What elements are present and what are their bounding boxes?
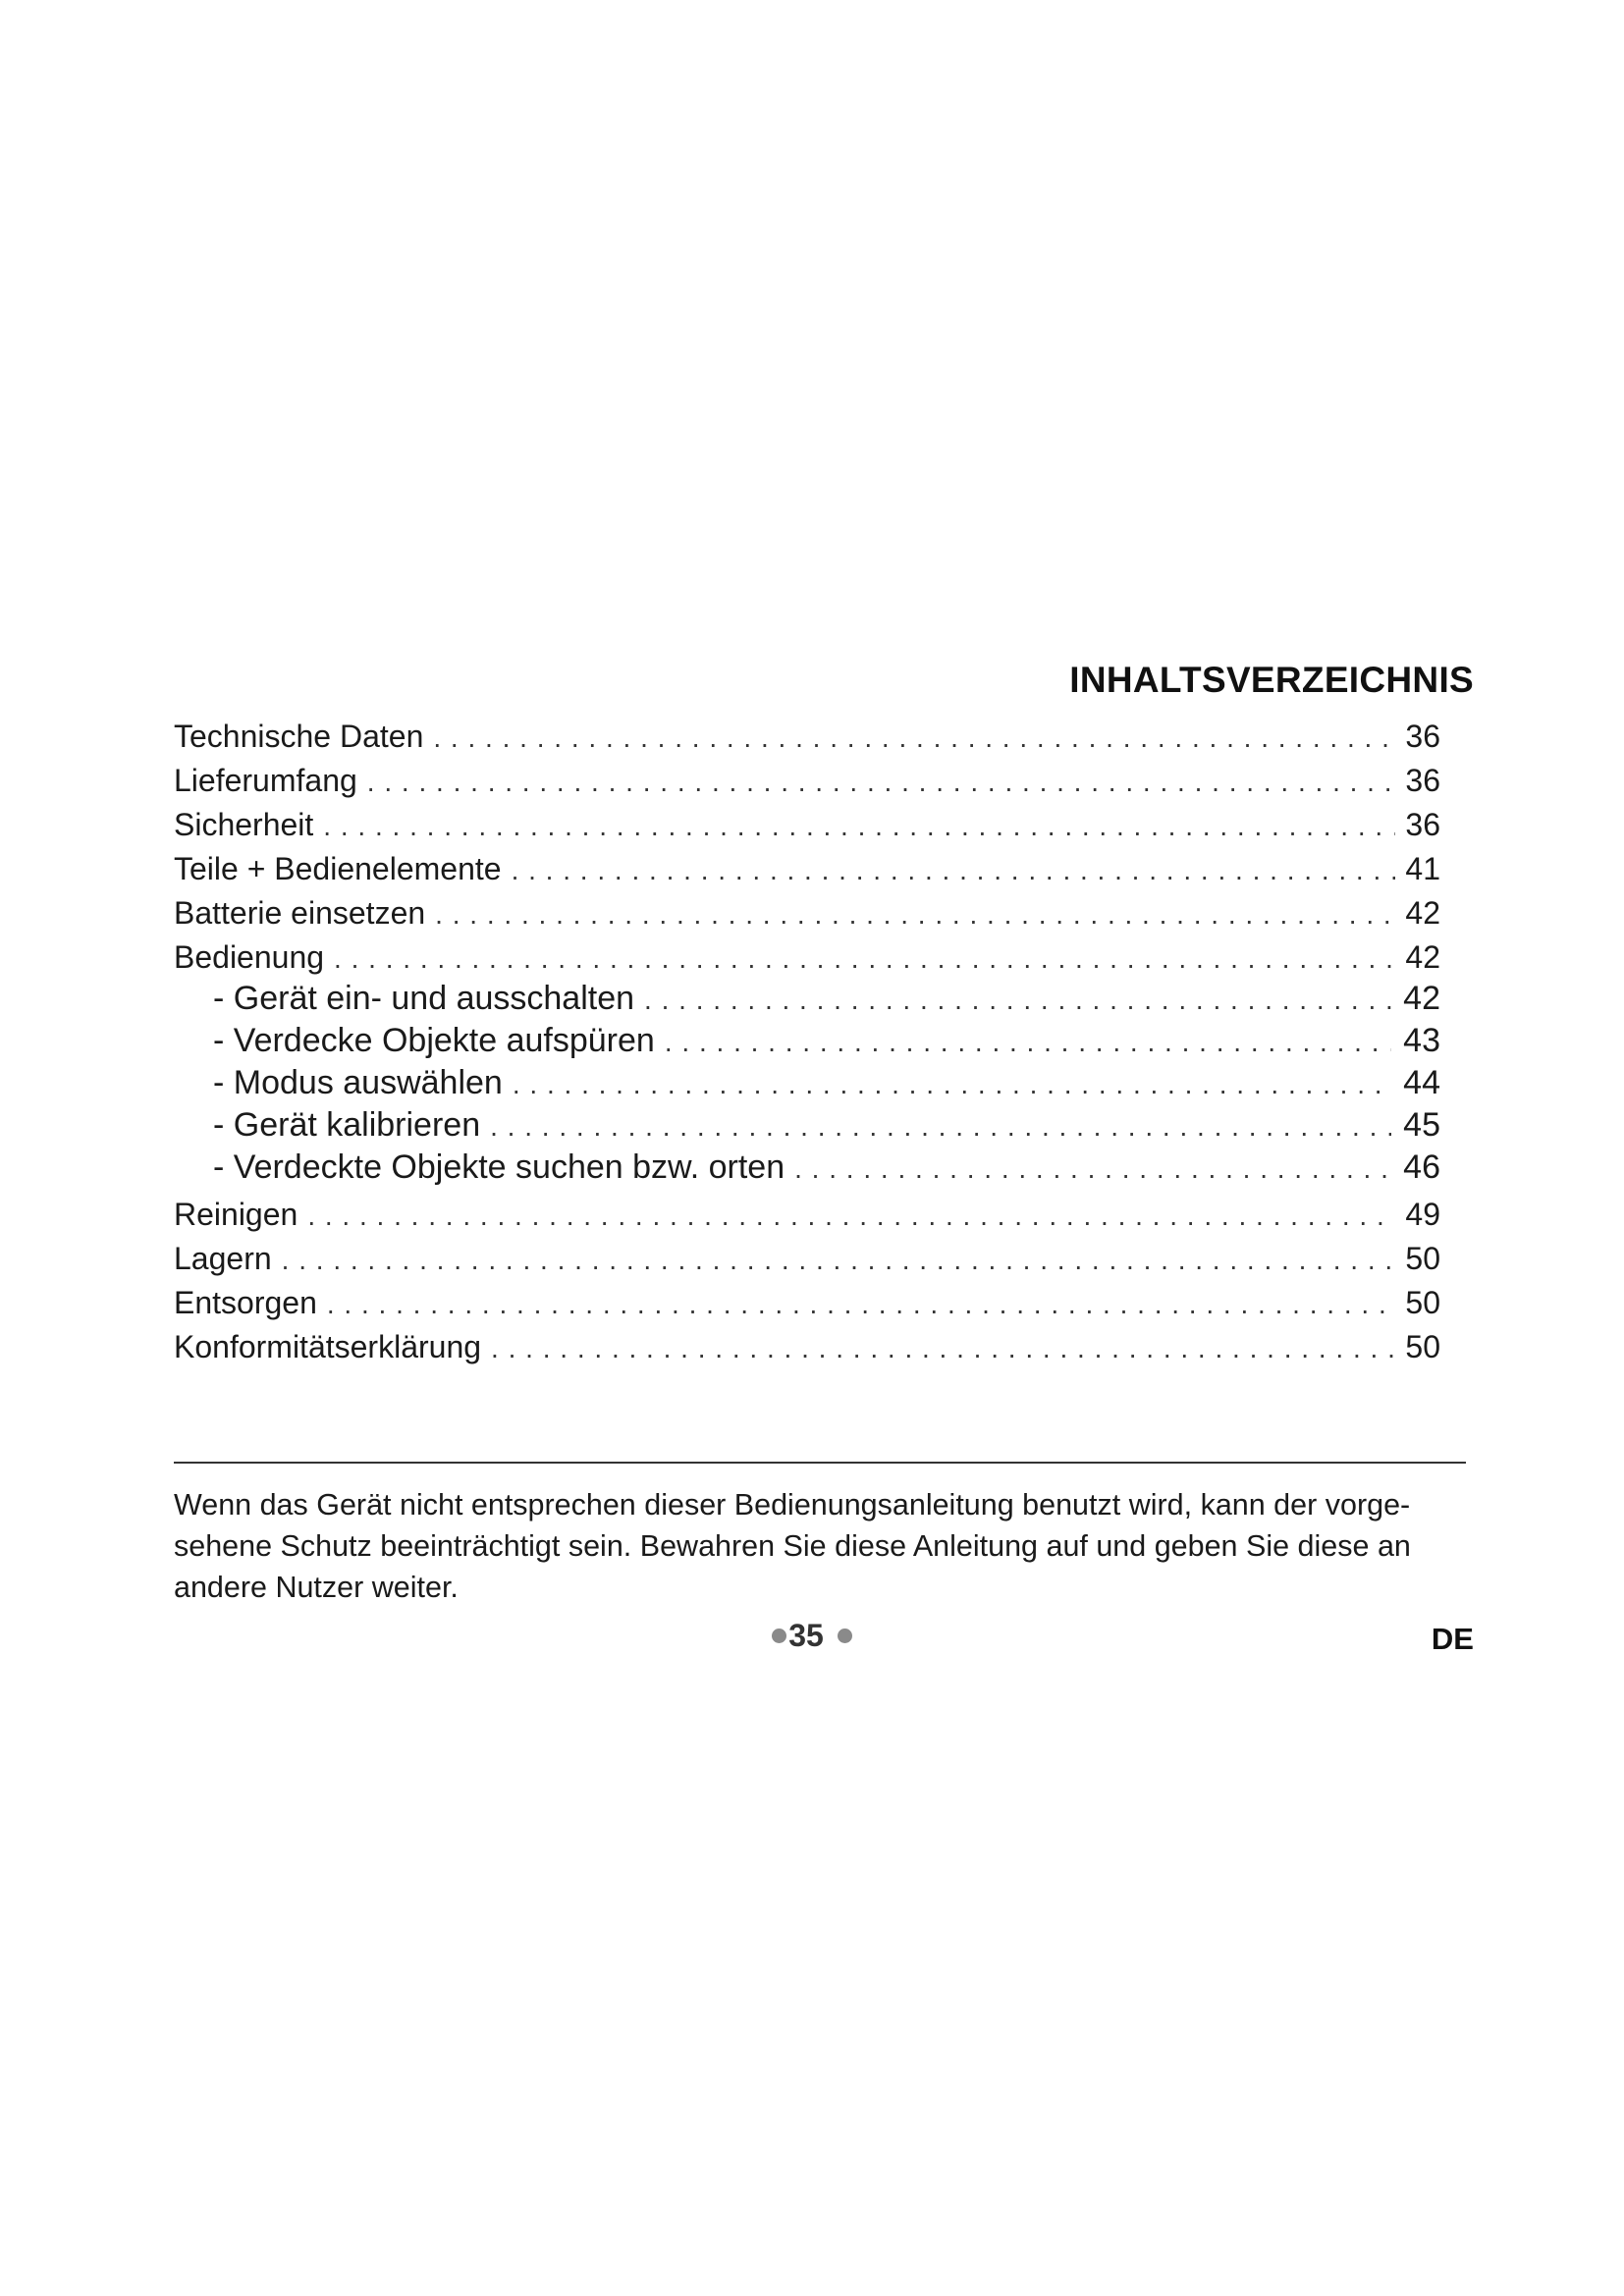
toc-entry-page: 42	[1403, 980, 1440, 1017]
toc-dot-leader	[323, 804, 1395, 847]
toc-entry-page: 42	[1405, 939, 1440, 975]
toc-dot-leader	[334, 936, 1395, 980]
toc-entry-label: Reinigen	[174, 1197, 298, 1232]
toc-entry-label: Bedienung	[174, 939, 325, 975]
toc-entry-page: 50	[1405, 1285, 1440, 1320]
toc-entry-page: 50	[1405, 1241, 1440, 1276]
toc-entry-page: 41	[1405, 851, 1440, 886]
toc-entry-page: 36	[1405, 763, 1440, 798]
toc-entry-page: 46	[1403, 1148, 1440, 1186]
toc-entry-label: Technische Daten	[174, 719, 424, 754]
toc-dot-leader	[490, 1105, 1391, 1147]
toc-entry-label: Lagern	[174, 1241, 272, 1276]
toc-entry-label: - Modus auswählen	[213, 1064, 503, 1101]
usage-notice: Wenn das Gerät nicht entsprechen dieser Bedienungsanleitung benutzt wird, kann der vorge-sehene Schutz beeinträchtigt sein. Bewahren Sie diese Anleitung auf und geben Sie diese an andere Nutzer weiter.	[174, 1488, 1411, 1604]
toc-entry-label: - Gerät ein- und ausschalten	[213, 980, 635, 1017]
toc-subentry	[174, 1147, 1440, 1189]
toc-entry-page: 36	[1405, 807, 1440, 842]
bullet-right-icon	[838, 1629, 852, 1643]
toc-dot-leader	[327, 1282, 1395, 1325]
bullet-left-icon	[772, 1629, 786, 1643]
toc-entry-page: 42	[1405, 895, 1440, 931]
toc-entry-label: Teile + Bedienelemente	[174, 851, 502, 886]
toc-subentry	[174, 1062, 1440, 1104]
toc-dot-leader	[665, 1021, 1391, 1062]
toc-subentry	[174, 1104, 1440, 1147]
toc-entry-page: 45	[1403, 1106, 1440, 1144]
toc-dot-leader	[512, 848, 1395, 891]
toc-dot-leader	[433, 716, 1395, 759]
toc-dot-leader	[513, 1063, 1391, 1104]
toc-entry	[174, 1237, 1440, 1281]
toc-dot-leader	[794, 1148, 1391, 1189]
language-code: DE	[1431, 1622, 1474, 1656]
toc-entry-label: - Verdeckte Objekte suchen bzw. orten	[213, 1148, 785, 1186]
toc-entry-label: Batterie einsetzen	[174, 895, 426, 931]
toc-dot-leader	[491, 1326, 1395, 1369]
toc-entry	[174, 891, 1440, 935]
toc-entry-page: 50	[1405, 1329, 1440, 1364]
toc-entry-label: Lieferumfang	[174, 763, 357, 798]
toc-dot-leader	[282, 1238, 1395, 1281]
toc-entry-label: Entsorgen	[174, 1285, 317, 1320]
toc-entry	[174, 1281, 1440, 1325]
divider	[174, 1462, 1466, 1464]
toc-entry	[174, 1325, 1440, 1369]
toc-entry-label: - Verdecke Objekte aufspüren	[213, 1022, 655, 1059]
toc-entry-page: 49	[1405, 1197, 1440, 1232]
page-number	[0, 1618, 1624, 1654]
toc-entry-page: 44	[1403, 1064, 1440, 1101]
toc-entry	[174, 803, 1440, 847]
toc-entry-page: 36	[1405, 719, 1440, 754]
toc-entry-label: Konformitätserklärung	[174, 1329, 482, 1364]
toc-dot-leader	[644, 979, 1391, 1020]
toc-entry-label: Sicherheit	[174, 807, 314, 842]
toc-entry	[174, 759, 1440, 803]
toc-entry	[174, 715, 1440, 759]
page-title: INHALTSVERZEICHNIS	[1069, 660, 1474, 700]
toc-entry	[174, 1193, 1440, 1237]
toc-dot-leader	[367, 760, 1395, 803]
toc-subentry	[174, 978, 1440, 1020]
toc-subentry	[174, 1020, 1440, 1062]
toc-entry	[174, 935, 1440, 980]
toc-entry-page: 43	[1403, 1022, 1440, 1059]
toc-dot-leader	[307, 1194, 1395, 1237]
toc-entry	[174, 847, 1440, 891]
page-number-label: 35	[788, 1618, 824, 1653]
toc-entry-label: - Gerät kalibrieren	[213, 1106, 481, 1144]
table-of-contents	[174, 715, 1440, 1369]
toc-dot-leader	[435, 892, 1395, 935]
